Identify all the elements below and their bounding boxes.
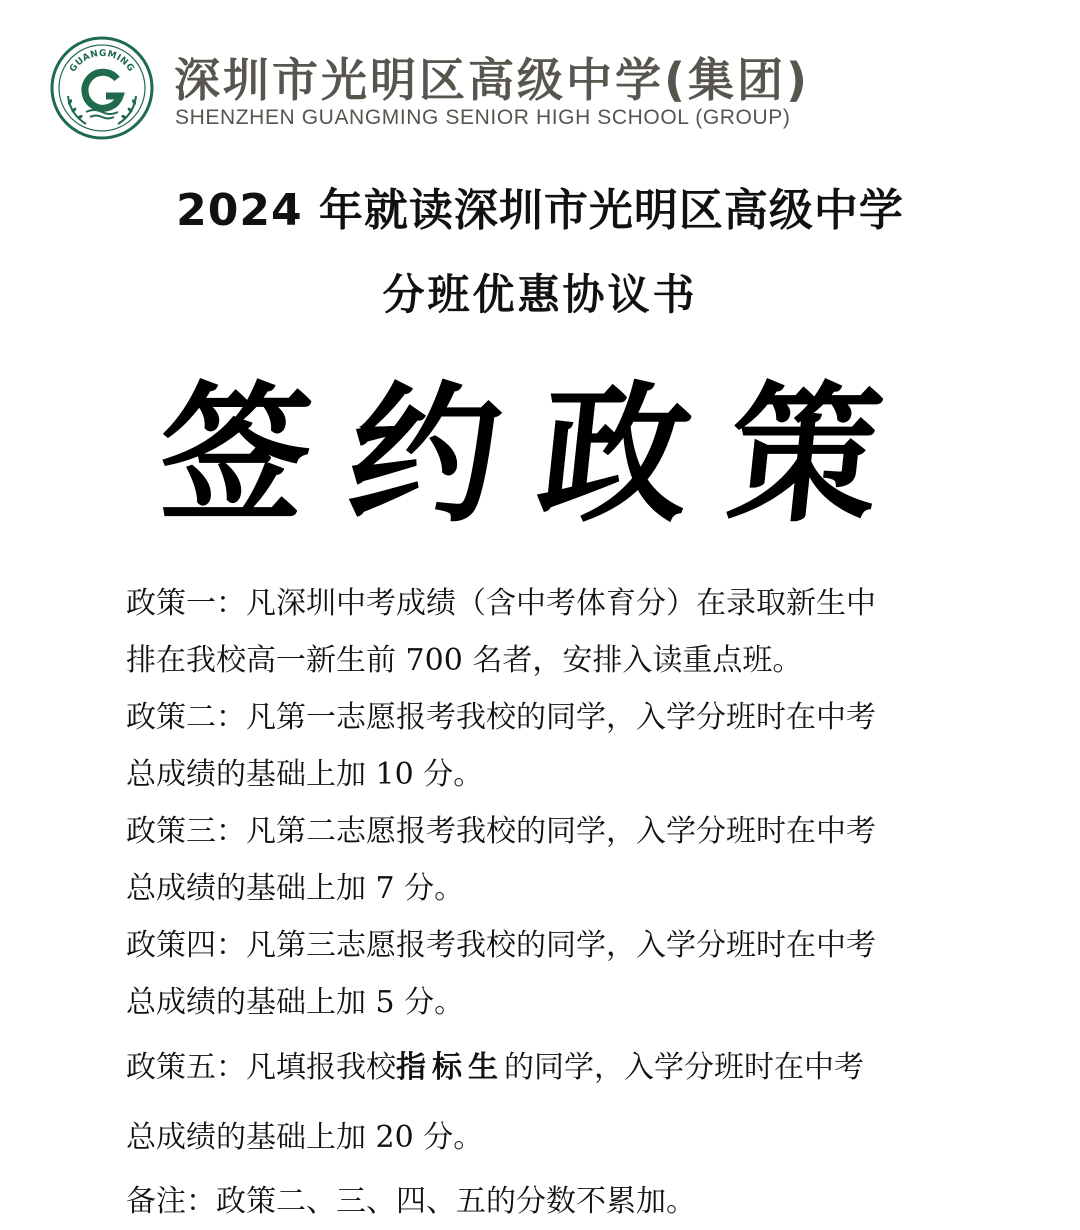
policy-4-line-2: 总成绩的基础上加 5 分。: [126, 985, 465, 1020]
document-subtitle: 分班优惠协议书: [382, 270, 698, 319]
policy-5-line-1: [126, 1033, 956, 1103]
school-name-english: SHENZHEN GUANGMING SENIOR HIGH SCHOOL (GROUP): [175, 106, 791, 129]
school-name-chinese: 深圳市光明区高级中学(集团): [174, 53, 811, 107]
policy-3-line-2: 总成绩的基础上加 7 分。: [126, 871, 465, 906]
logo-arc-text: GUANGMING: [68, 48, 136, 75]
policy-2-line-1: 政策二：凡第一志愿报考我校的同学，入学分班时在中考: [126, 700, 876, 735]
policy-2-line-2: 总成绩的基础上加 10 分。: [126, 757, 484, 792]
policy-5-emphasis: 指标生: [396, 1050, 504, 1085]
policy-1-line-2: 排在我校高一新生前 700 名者，安排入读重点班。: [126, 643, 803, 678]
policy-list: [126, 575, 956, 1230]
calligraphy-heading: 签约政策: [150, 367, 930, 543]
document-title: 2024 年就读深圳市光明区高级中学: [176, 185, 904, 236]
policy-5-line-2: 总成绩的基础上加 20 分。: [126, 1120, 484, 1155]
policy-note: 备注：政策二、三、四、五的分数不累加。: [126, 1184, 696, 1219]
policy-1-line-1: 政策一：凡深圳中考成绩（含中考体育分）在录取新生中: [126, 586, 876, 621]
policy-5-prefix: 政策五：凡填报我校: [126, 1050, 396, 1085]
school-logo-icon: [50, 36, 154, 140]
policy-5-suffix: 的同学，入学分班时在中考: [504, 1050, 864, 1085]
policy-3-line-1: 政策三：凡第二志愿报考我校的同学，入学分班时在中考: [126, 814, 876, 849]
school-header: [50, 32, 850, 142]
policy-4-line-1: 政策四：凡第三志愿报考我校的同学，入学分班时在中考: [126, 928, 876, 963]
